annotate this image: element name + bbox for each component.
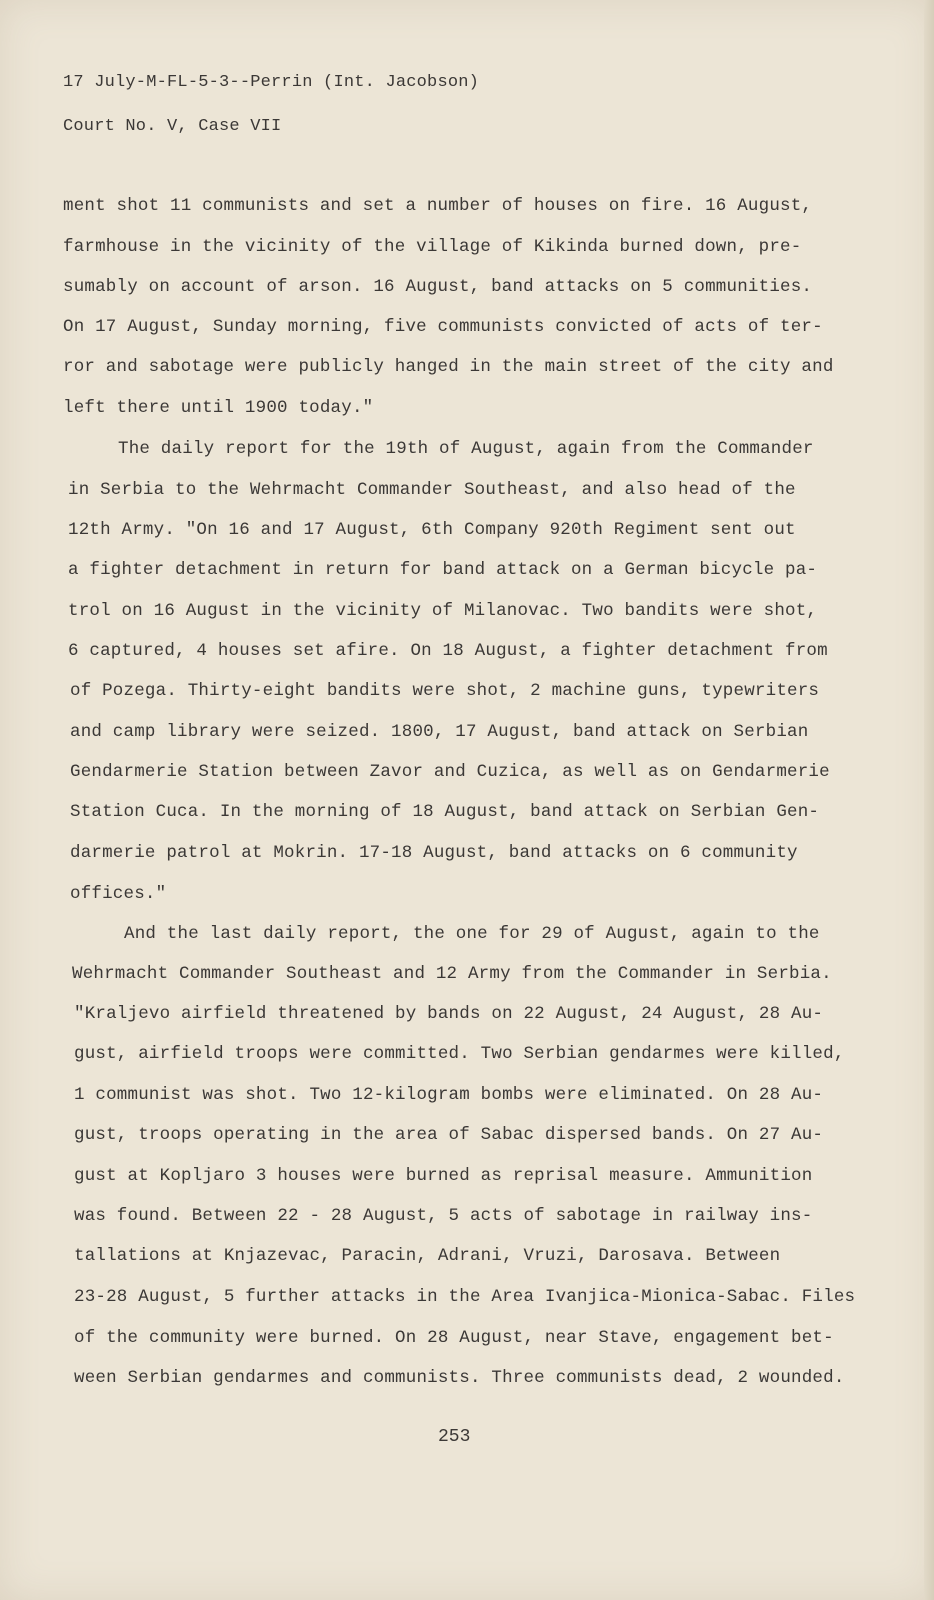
text-line: sumably on account of arson. 16 August, band attacks on 5 communities.	[63, 277, 813, 297]
text-line: ween Serbian gendarmes and communists. Three communists dead, 2 wounded.	[74, 1368, 845, 1388]
text-line: farmhouse in the vicinity of the village of Kikinda burned down, pre-	[63, 237, 802, 257]
text-line: gust at Kopljaro 3 houses were burned as reprisal measure. Ammunition	[74, 1166, 813, 1186]
text-line: of the community were burned. On 28 August, near Stave, engagement bet-	[74, 1328, 834, 1348]
page-number: 253	[438, 1427, 471, 1447]
text-line: gust, troops operating in the area of Sabac dispersed bands. On 27 Au-	[74, 1125, 824, 1145]
text-line: 23-28 August, 5 further attacks in the Area Ivanjica-Mionica-Sabac. Files	[74, 1287, 856, 1307]
text-line: Station Cuca. In the morning of 18 August, band attack on Serbian Gen-	[70, 802, 820, 822]
text-line: trol on 16 August in the vicinity of Milanovac. Two bandits were shot,	[68, 601, 818, 621]
text-line: a fighter detachment in return for band attack on a German bicycle pa-	[68, 560, 818, 580]
text-line: in Serbia to the Wehrmacht Commander Southeast, and also head of the	[68, 480, 796, 500]
text-line: Wehrmacht Commander Southeast and 12 Army from the Commander in Serbia.	[72, 964, 832, 984]
header-line-2: Court No. V, Case VII	[63, 117, 282, 136]
text-line: On 17 August, Sunday morning, five communists convicted of acts of ter-	[63, 317, 823, 337]
text-line: ment shot 11 communists and set a number of houses on fire. 16 August,	[63, 196, 813, 216]
text-line: left there until 1900 today."	[63, 398, 374, 418]
text-line: was found. Between 22 - 28 August, 5 acts of sabotage in railway ins-	[74, 1206, 813, 1226]
text-line: 12th Army. "On 16 and 17 August, 6th Company 920th Regiment sent out	[68, 520, 796, 540]
text-line: and camp library were seized. 1800, 17 August, band attack on Serbian	[70, 722, 809, 742]
text-line: gust, airfield troops were committed. Two Serbian gendarmes were killed,	[74, 1044, 845, 1064]
text-line: 6 captured, 4 houses set afire. On 18 August, a fighter detachment from	[68, 641, 828, 661]
text-line: tallations at Knjazevac, Paracin, Adrani, Vruzi, Darosava. Between	[74, 1246, 781, 1266]
text-line: darmerie patrol at Mokrin. 17-18 August, band attacks on 6 community	[70, 843, 798, 863]
text-line: Gendarmerie Station between Zavor and Cuzica, as well as on Gendarmerie	[70, 762, 830, 782]
text-line: And the last daily report, the one for 29 of August, again to the	[124, 924, 820, 944]
text-line: ror and sabotage were publicly hanged in the main street of the city and	[63, 357, 834, 377]
text-line: "Kraljevo airfield threatened by bands on 22 August, 24 August, 28 Au-	[74, 1004, 824, 1024]
text-line: offices."	[70, 884, 167, 904]
text-line: of Pozega. Thirty-eight bandits were shot, 2 machine guns, typewriters	[70, 681, 820, 701]
text-line: The daily report for the 19th of August, again from the Commander	[118, 439, 814, 459]
page-edge	[924, 0, 934, 1600]
header-line-1: 17 July-M-FL-5-3--Perrin (Int. Jacobson)	[63, 73, 480, 92]
text-line: 1 communist was shot. Two 12-kilogram bombs were eliminated. On 28 Au-	[74, 1085, 824, 1105]
